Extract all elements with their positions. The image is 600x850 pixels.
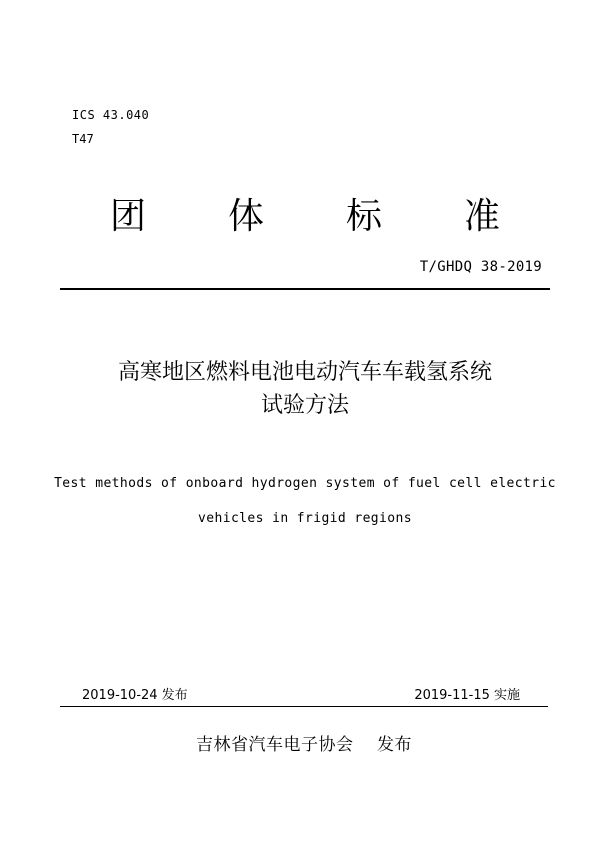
ics-code: ICS 43.040: [72, 108, 150, 122]
standard-type-heading: [110, 188, 500, 238]
issue-date: 2019-10-24 发布: [82, 688, 188, 703]
standard-type-char: 准: [463, 195, 500, 237]
publisher: 吉林省汽车电子协会 发布: [196, 735, 412, 755]
standard-type-char: 标: [345, 195, 382, 237]
implementation-date: 2019-11-15 实施: [414, 688, 520, 703]
chinese-title: [60, 356, 550, 422]
english-title: [40, 466, 570, 536]
english-title-line: Test methods of onboard hydrogen system of fuel cell electric: [54, 476, 556, 491]
standard-type-char: 体: [227, 195, 264, 237]
chinese-title-line: 高寒地区燃料电池电动汽车车载氢系统: [117, 360, 492, 385]
chinese-title-line: 试验方法: [260, 393, 349, 418]
standard-number: T/GHDQ 38-2019: [419, 259, 542, 275]
english-title-line: vehicles in frigid regions: [198, 511, 412, 526]
standard-type-char: 团: [110, 195, 147, 237]
classification-code: T47: [72, 132, 94, 146]
top-divider: [60, 288, 550, 290]
bottom-divider: [60, 706, 548, 707]
